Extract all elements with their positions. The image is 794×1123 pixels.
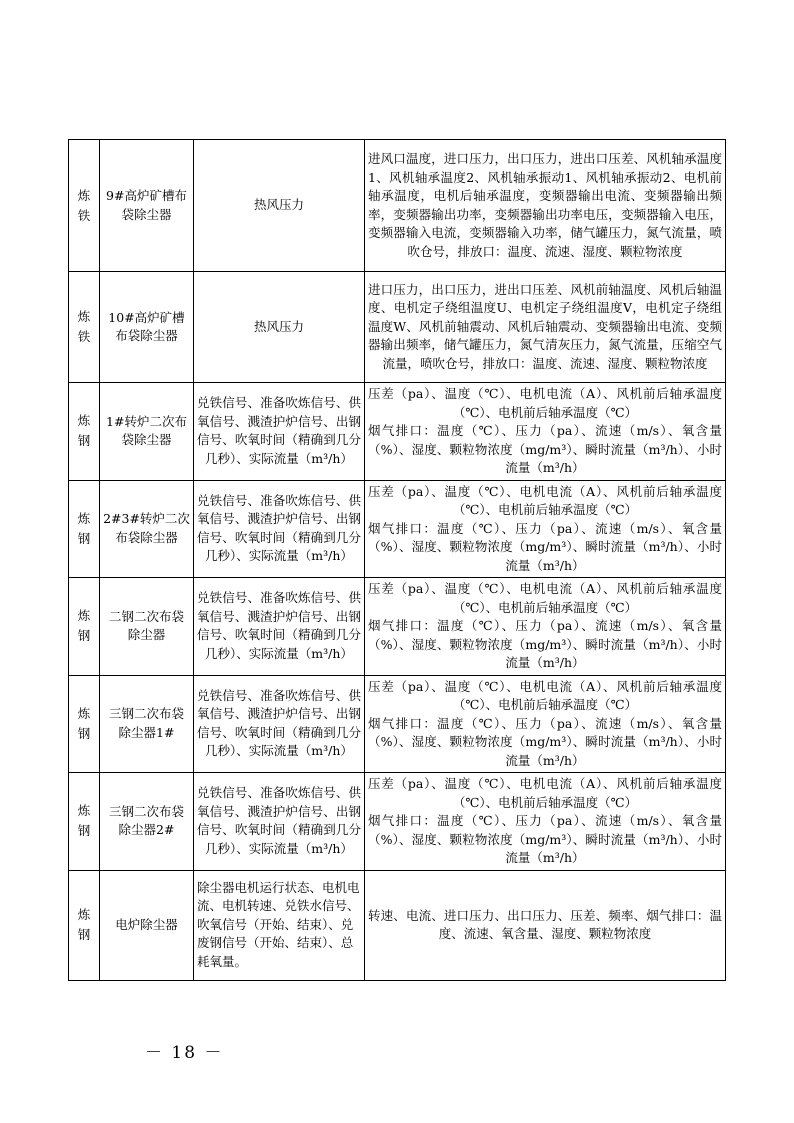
dept-cell: 炼钢 bbox=[69, 578, 100, 676]
table-row bbox=[69, 140, 726, 272]
equipment-name-cell: 三钢二次布袋除尘器2# bbox=[100, 773, 194, 871]
params-cell: 进风口温度，进口压力，出口压力，进出口压差、风机轴承温度1、风机轴承温度2、风机轴承振动1、风机轴承振动2、电机前轴承温度，电机后轴承温度，变频器输出电流、变频器输出频率，变频器输出功率，变频器输出功率电压，变频器输入电压，变频器输入电流，变频器输入功率，储气罐压力，氮气流量，喷吹仓号，排放口：温度、流速、湿度、颗粒物浓度 bbox=[365, 140, 726, 272]
table-row bbox=[69, 870, 726, 980]
signals-cell: 热风压力 bbox=[194, 140, 365, 272]
dept-cell: 炼铁 bbox=[69, 140, 100, 272]
equipment-name-cell: 三钢二次布袋除尘器1# bbox=[100, 675, 194, 773]
params-cell: 压差（pa）、温度（℃）、电机电流（A）、风机前后轴承温度（℃）、电机前后轴承温度（℃） 烟气排口：温度（℃）、压力（pa）、流速（m/s）、氧含量（%）、湿度、颗粒物浓度（mg/m³）、瞬时流量（m³/h）、小时流量（m³/h） bbox=[365, 480, 726, 578]
page-number: － 18 － bbox=[145, 1043, 224, 1063]
equipment-name-cell: 1#转炉二次布袋除尘器 bbox=[100, 383, 194, 481]
dept-cell: 炼钢 bbox=[69, 383, 100, 481]
equipment-name-cell: 9#高炉矿槽布袋除尘器 bbox=[100, 140, 194, 272]
table-row bbox=[69, 272, 726, 383]
equipment-name-cell: 2#3#转炉二次布袋除尘器 bbox=[100, 480, 194, 578]
table-row bbox=[69, 578, 726, 676]
equipment-name-cell: 二钢二次布袋除尘器 bbox=[100, 578, 194, 676]
signals-cell: 兑铁信号、准备吹炼信号、供氧信号、溅渣护炉信号、出钢信号、吹氧时间（精确到几分几秒）、实际流量（m³/h） bbox=[194, 383, 365, 481]
params-cell: 进口压力，出口压力，进出口压差、风机前轴温度、风机后轴温度、电机定子绕组温度U、电机定子绕组温度V，电机定子绕组温度W、风机前轴震动、风机后轴震动、变频器输出电流、变频器输出频率，储气罐压力，氮气清灰压力，氮气流量，压缩空气流量，喷吹仓号，排放口：温度、流速、湿度、颗粒物浓度 bbox=[365, 272, 726, 383]
params-cell: 压差（pa）、温度（℃）、电机电流（A）、风机前后轴承温度（℃）、电机前后轴承温度（℃） 烟气排口：温度（℃）、压力（pa）、流速（m/s）、氧含量（%）、湿度、颗粒物浓度（mg/m³）、瞬时流量（m³/h）、小时流量（m³/h） bbox=[365, 675, 726, 773]
dept-cell: 炼钢 bbox=[69, 675, 100, 773]
table-body bbox=[69, 140, 726, 981]
table-row bbox=[69, 675, 726, 773]
signals-cell: 兑铁信号、准备吹炼信号、供氧信号、溅渣护炉信号、出钢信号、吹氧时间（精确到几分几秒）、实际流量（m³/h） bbox=[194, 480, 365, 578]
table-row bbox=[69, 773, 726, 871]
dept-cell: 炼钢 bbox=[69, 480, 100, 578]
signals-cell: 热风压力 bbox=[194, 272, 365, 383]
equipment-name-cell: 电炉除尘器 bbox=[100, 870, 194, 980]
signals-cell: 兑铁信号、准备吹炼信号、供氧信号、溅渣护炉信号、出钢信号、吹氧时间（精确到几分几秒）、实际流量（m³/h） bbox=[194, 675, 365, 773]
table-row bbox=[69, 480, 726, 578]
dept-cell: 炼铁 bbox=[69, 272, 100, 383]
equipment-name-cell: 10#高炉矿槽布袋除尘器 bbox=[100, 272, 194, 383]
params-cell: 压差（pa）、温度（℃）、电机电流（A）、风机前后轴承温度（℃）、电机前后轴承温度（℃） 烟气排口：温度（℃）、压力（pa）、流速（m/s）、氧含量（%）、湿度、颗粒物浓度（mg/m³）、瞬时流量（m³/h）、小时流量（m³/h） bbox=[365, 578, 726, 676]
signals-cell: 除尘器电机运行状态、电机电流、电机转速、兑铁水信号、吹氧信号（开始、结束）、兑废钢信号（开始、结束）、总耗氧量。 bbox=[194, 870, 365, 980]
signals-cell: 兑铁信号、准备吹炼信号、供氧信号、溅渣护炉信号、出钢信号、吹氧时间（精确到几分几秒）、实际流量（m³/h） bbox=[194, 773, 365, 871]
params-cell: 压差（pa）、温度（℃）、电机电流（A）、风机前后轴承温度（℃）、电机前后轴承温度（℃） 烟气排口：温度（℃）、压力（pa）、流速（m/s）、氧含量（%）、湿度、颗粒物浓度（mg/m³）、瞬时流量（m³/h）、小时流量（m³/h） bbox=[365, 383, 726, 481]
params-cell: 转速、电流、进口压力、出口压力、压差、频率、烟气排口：温度、流速、氧含量、湿度、颗粒物浓度 bbox=[365, 870, 726, 980]
dept-cell: 炼钢 bbox=[69, 870, 100, 980]
params-cell: 压差（pa）、温度（℃）、电机电流（A）、风机前后轴承温度（℃）、电机前后轴承温度（℃） 烟气排口：温度（℃）、压力（pa）、流速（m/s）、氧含量（%）、湿度、颗粒物浓度（mg/m³）、瞬时流量（m³/h）、小时流量（m³/h） bbox=[365, 773, 726, 871]
table-row bbox=[69, 383, 726, 481]
equipment-table bbox=[68, 139, 726, 981]
dept-cell: 炼钢 bbox=[69, 773, 100, 871]
signals-cell: 兑铁信号、准备吹炼信号、供氧信号、溅渣护炉信号、出钢信号、吹氧时间（精确到几分几秒）、实际流量（m³/h） bbox=[194, 578, 365, 676]
